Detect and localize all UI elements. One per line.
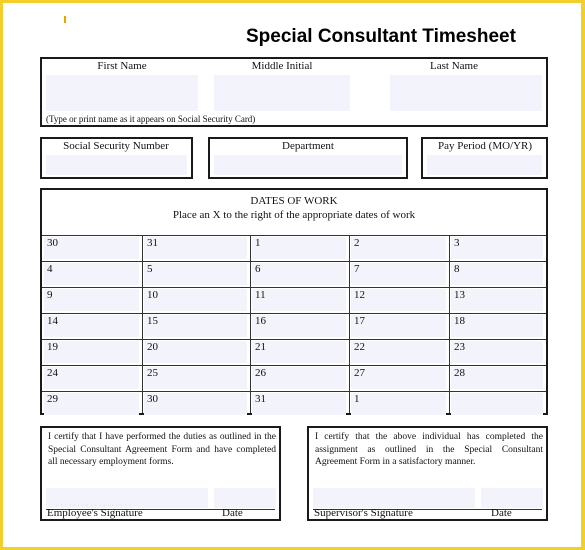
- date-mark-field[interactable]: [351, 341, 446, 363]
- date-number: 6: [255, 263, 261, 275]
- department-box: [208, 137, 408, 179]
- date-mark-field[interactable]: [451, 237, 543, 259]
- watermark: · · · · · · · · · · · · · · · · · ·: [56, 502, 132, 509]
- dates-header: [42, 190, 546, 235]
- date-cell[interactable]: [42, 365, 142, 391]
- date-cell[interactable]: [42, 235, 142, 261]
- employee-cert-box: [40, 426, 281, 521]
- date-mark-field[interactable]: [144, 315, 247, 337]
- date-cell[interactable]: [42, 339, 142, 365]
- date-number: 26: [255, 367, 266, 379]
- name-section: [40, 57, 548, 127]
- date-number: 9: [47, 289, 53, 301]
- date-mark-field[interactable]: [351, 263, 446, 285]
- date-number: 13: [454, 289, 465, 301]
- date-mark-field[interactable]: [44, 237, 139, 259]
- date-number: 17: [354, 315, 365, 327]
- date-cell[interactable]: [142, 365, 250, 391]
- supervisor-cert-box: [307, 426, 548, 521]
- ssn-field[interactable]: [46, 155, 187, 175]
- dates-instruction: Place an X to the right of the appropriate dates of work: [172, 209, 416, 221]
- date-mark-field[interactable]: [252, 315, 346, 337]
- date-number: 11: [255, 289, 266, 301]
- date-mark-field[interactable]: [252, 393, 346, 415]
- grid-line: [349, 235, 350, 413]
- last-name-field[interactable]: [390, 75, 542, 111]
- date-cell[interactable]: [142, 235, 250, 261]
- date-number: 29: [47, 393, 58, 405]
- date-number: 15: [147, 315, 158, 327]
- date-mark-field[interactable]: [144, 263, 247, 285]
- date-mark-field[interactable]: [351, 237, 446, 259]
- date-cell[interactable]: [449, 235, 546, 261]
- grid-line: [42, 339, 546, 340]
- date-cell[interactable]: [349, 235, 449, 261]
- grid-line: [449, 235, 450, 413]
- date-number: 21: [255, 341, 266, 353]
- date-mark-field[interactable]: [44, 367, 139, 389]
- date-number: 10: [147, 289, 158, 301]
- employee-date-label: Date: [222, 507, 243, 519]
- date-number: 18: [454, 315, 465, 327]
- date-cell[interactable]: [349, 313, 449, 339]
- date-number: 3: [454, 237, 460, 249]
- date-cell[interactable]: [142, 261, 250, 287]
- date-cell[interactable]: [250, 365, 349, 391]
- supervisor-signature-field[interactable]: [313, 488, 475, 508]
- date-number: 30: [47, 237, 58, 249]
- middle-initial-label: Middle Initial: [251, 60, 313, 72]
- dates-grid: [42, 235, 546, 413]
- grid-line: [42, 235, 546, 236]
- department-field[interactable]: [214, 155, 402, 175]
- date-number: 8: [454, 263, 460, 275]
- middle-initial-field[interactable]: [214, 75, 350, 111]
- date-cell[interactable]: [250, 287, 349, 313]
- date-mark-field[interactable]: [351, 367, 446, 389]
- name-instruction: (Type or print name as it appears on Social Security Card): [46, 114, 256, 124]
- date-cell[interactable]: [42, 287, 142, 313]
- date-number: 1: [354, 393, 360, 405]
- date-cell[interactable]: [250, 235, 349, 261]
- date-number: 28: [454, 367, 465, 379]
- date-cell[interactable]: [42, 391, 142, 417]
- dates-heading: DATES OF WORK: [250, 195, 338, 207]
- employee-signature-label: Employee's Signature: [47, 507, 143, 519]
- date-mark-field[interactable]: [144, 289, 247, 311]
- date-mark-field[interactable]: [144, 393, 247, 415]
- date-cell[interactable]: [449, 339, 546, 365]
- date-mark-field[interactable]: [252, 237, 346, 259]
- last-name-label: Last Name: [430, 60, 478, 72]
- date-number: 7: [354, 263, 360, 275]
- date-number: 30: [147, 393, 158, 405]
- date-cell[interactable]: [250, 261, 349, 287]
- pay-period-box: [421, 137, 548, 179]
- supervisor-date-label: Date: [491, 507, 512, 519]
- date-number: 31: [147, 237, 158, 249]
- date-cell[interactable]: [349, 287, 449, 313]
- date-cell[interactable]: [349, 391, 449, 417]
- date-cell[interactable]: [142, 287, 250, 313]
- date-cell[interactable]: [349, 365, 449, 391]
- employee-date-field[interactable]: [214, 488, 276, 508]
- date-number: 23: [454, 341, 465, 353]
- date-mark-field[interactable]: [451, 263, 543, 285]
- date-number: 22: [354, 341, 365, 353]
- grid-line: [42, 313, 546, 314]
- date-number: 5: [147, 263, 153, 275]
- date-mark-field[interactable]: [252, 289, 346, 311]
- date-cell[interactable]: [449, 287, 546, 313]
- grid-line: [42, 287, 546, 288]
- date-cell[interactable]: [250, 339, 349, 365]
- supervisor-signature-label: Supervisor's Signature: [314, 507, 413, 519]
- date-mark-field[interactable]: [44, 315, 139, 337]
- department-label: Department: [282, 140, 334, 152]
- date-cell[interactable]: [349, 339, 449, 365]
- pay-period-label: Pay Period (MO/YR): [437, 140, 533, 152]
- date-mark-field[interactable]: [44, 393, 139, 415]
- date-mark-field[interactable]: [252, 367, 346, 389]
- date-number: 4: [47, 263, 53, 275]
- date-number: 27: [354, 367, 365, 379]
- ssn-box: [40, 137, 193, 179]
- date-number: 2: [354, 237, 360, 249]
- date-cell[interactable]: [42, 261, 142, 287]
- pay-period-field[interactable]: [427, 155, 542, 175]
- grid-line: [42, 391, 546, 392]
- date-mark-field[interactable]: [252, 341, 346, 363]
- date-cell[interactable]: [142, 313, 250, 339]
- date-mark-field[interactable]: [351, 393, 446, 415]
- date-cell[interactable]: [250, 391, 349, 417]
- form-title: Special Consultant Timesheet: [246, 26, 516, 47]
- date-mark-field[interactable]: [351, 289, 446, 311]
- employee-cert-text: I certify that I have performed the duties as outlined in the Special Consultant Agreement Form and have completed all necessary employment forms.: [48, 432, 276, 467]
- grid-line: [42, 261, 546, 262]
- date-number: 24: [47, 367, 58, 379]
- dates-of-work-section: [40, 188, 548, 415]
- first-name-field[interactable]: [46, 75, 198, 111]
- date-number: 12: [354, 289, 365, 301]
- date-mark-field[interactable]: [144, 367, 247, 389]
- date-number: 14: [47, 315, 58, 327]
- date-number: 31: [255, 393, 266, 405]
- first-name-label: First Name: [97, 60, 147, 72]
- date-cell[interactable]: [449, 391, 546, 417]
- date-cell[interactable]: [250, 313, 349, 339]
- supervisor-date-field[interactable]: [481, 488, 543, 508]
- date-mark-field[interactable]: [252, 263, 346, 285]
- date-mark-field[interactable]: [144, 341, 247, 363]
- date-mark-field[interactable]: [144, 237, 247, 259]
- date-mark-field[interactable]: [451, 393, 543, 415]
- date-number: 25: [147, 367, 158, 379]
- date-cell[interactable]: [449, 365, 546, 391]
- date-cell[interactable]: [449, 261, 546, 287]
- grid-line: [142, 235, 143, 413]
- grid-line: [42, 365, 546, 366]
- date-mark-field[interactable]: [44, 341, 139, 363]
- date-number: 16: [255, 315, 266, 327]
- supervisor-cert-text: I certify that the above individual has completed the assignment as outlined in the Special Consultant Agreement Form in a satisfactory manner.: [315, 432, 543, 467]
- date-cell[interactable]: [449, 313, 546, 339]
- date-number: 19: [47, 341, 58, 353]
- date-number: 1: [255, 237, 261, 249]
- date-cell[interactable]: [142, 339, 250, 365]
- grid-line: [250, 235, 251, 413]
- date-cell[interactable]: [349, 261, 449, 287]
- corner-mark: [64, 16, 66, 23]
- date-mark-field[interactable]: [44, 289, 139, 311]
- ssn-label: Social Security Number: [63, 140, 169, 152]
- date-cell[interactable]: [42, 313, 142, 339]
- date-cell[interactable]: [142, 391, 250, 417]
- date-mark-field[interactable]: [44, 263, 139, 285]
- date-number: 20: [147, 341, 158, 353]
- date-mark-field[interactable]: [351, 315, 446, 337]
